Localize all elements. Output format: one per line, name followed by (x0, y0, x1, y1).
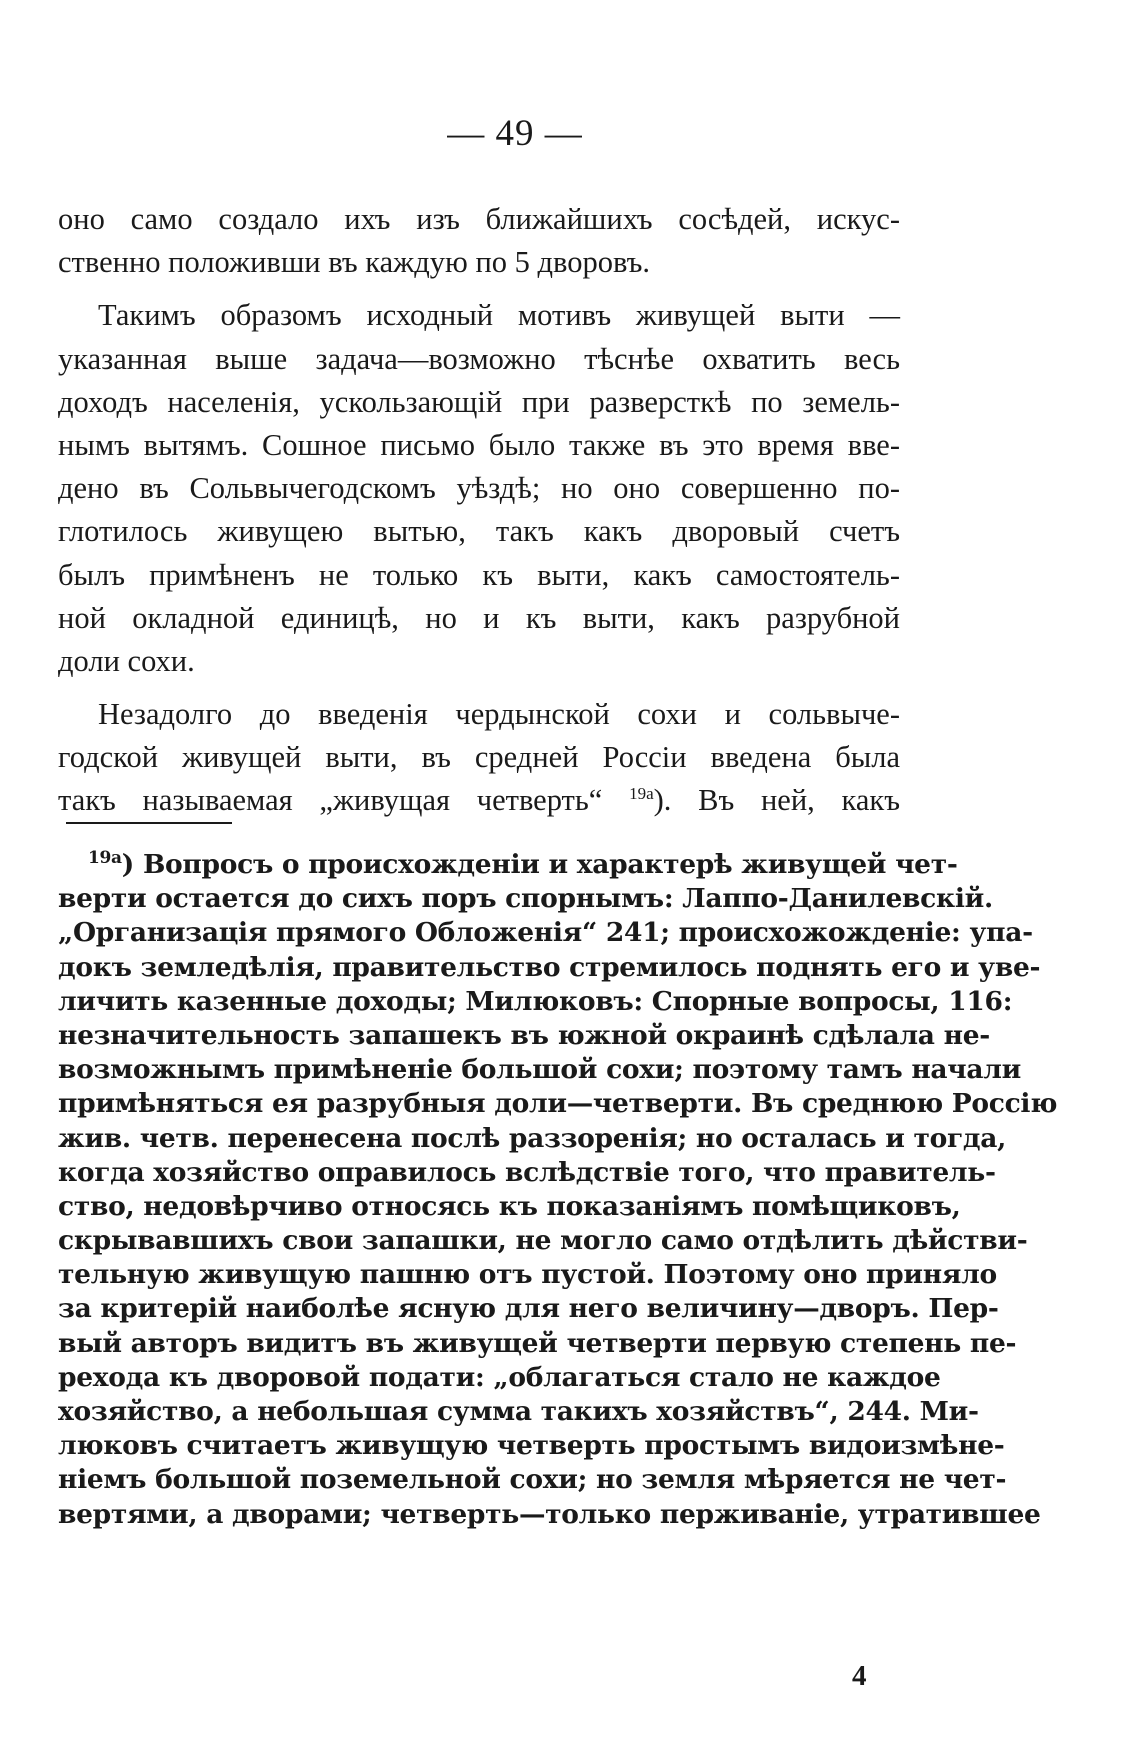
footnote-line: „Организація прямого Обложенія“ 241; происхожожденіе: упа- (58, 917, 1033, 949)
text-line: доли сохи. (58, 643, 195, 678)
text-segment: ). Въ ней, какъ (653, 783, 900, 818)
footnote-line: когда хозяйство оправилось вслѣдствіе того, что правитель- (58, 1156, 996, 1188)
paragraph-2 (58, 294, 900, 683)
text-line: былъ примѣненъ не только къ выти, какъ самостоятель- (58, 557, 900, 592)
text-line: нымъ вытямъ. Сошное письмо было также въ это время вве- (58, 427, 900, 462)
footnote-line: хозяйство, а небольшая сумма такихъ хозяйствъ“, 244. Ми- (58, 1396, 979, 1427)
footnote-line: за критерій наиболѣе ясную для него величину—дворъ. Пер- (58, 1293, 999, 1325)
paragraph-1 (58, 198, 900, 284)
main-text (58, 198, 900, 833)
footnote-line: ство, недовѣрчиво относясь къ показаніямъ помѣщиковъ, (58, 1190, 961, 1222)
text-line: доходъ населенія, ускользающій при разверсткѣ по земель- (58, 384, 900, 419)
text-segment: ) Вопросъ о происхожденіи и характерѣ живущей чет- (121, 849, 958, 880)
footnote-mark: 19а (88, 848, 122, 869)
footnote-line: вертями, а дворами; четверть—только перживаніе, утратившее (58, 1498, 1041, 1530)
paragraph-3 (58, 693, 900, 823)
footnote-line: рехода къ дворовой подати: „облагаться стало не каждое (58, 1361, 941, 1393)
footnote-line: верти остается до сихъ поръ спорнымъ: Лаппо-Данилевскій. (58, 883, 993, 915)
footnote-line: жив. четв. перенесена послѣ раззоренія; но осталась и тогда, (58, 1122, 1007, 1154)
text-line: ной окладной единицѣ, но и къ выти, какъ разрубной (58, 600, 900, 635)
footnote-line: личить казенные доходы; Милюковъ: Спорные вопросы, 116: (58, 985, 1013, 1017)
text-line: Такимъ образомъ исходный мотивъ живущей выти — (98, 298, 900, 333)
text-line: годской живущей выти, въ средней Россіи введена была (58, 740, 900, 775)
text-line: Незадолго до введенія чердынской сохи и сольвыче- (98, 697, 900, 732)
footnote (58, 848, 1058, 1532)
footnote-divider (66, 822, 232, 824)
footnote-line: докъ земледѣлія, правительство стремилось поднять его и уве- (58, 951, 1041, 983)
footnote-line: вый авторъ видитъ въ живущей четверти первую степень пе- (58, 1327, 1017, 1359)
footnote-line: примѣняться ея разрубныя доли—четверти. Въ среднюю Россію (58, 1088, 1058, 1120)
footnote-line: скрывавшихъ свои запашки, не могло само отдѣлить дѣйстви- (58, 1225, 1028, 1257)
footnote-line: незначительность запашекъ въ южной окраинѣ сдѣлала не- (58, 1019, 990, 1051)
footnote-line (58, 848, 958, 882)
text-line: оно само создало ихъ изъ ближайшихъ сосѣдей, искус- (58, 202, 900, 236)
page-number-header: — 49 — (447, 113, 583, 154)
signature-mark: 4 (852, 1660, 867, 1692)
footnote-line: тельную живущую пашню отъ пустой. Поэтому оно приняло (58, 1259, 997, 1291)
text-line: ственно положивши въ каждую по 5 дворовъ. (58, 245, 651, 280)
footnote-line: возможнымъ примѣненіе большой сохи; поэтому тамъ начали (58, 1054, 1022, 1086)
text-segment: такъ называемая „живущая четверть“ (58, 783, 630, 818)
text-line (58, 779, 900, 822)
text-line: глотилось живущею вытью, такъ какъ дворовый счетъ (58, 514, 900, 549)
footnote-reference: 19а (629, 784, 654, 804)
text-line: дено въ Сольвычегодскомъ уѣздѣ; но оно совершенно по- (58, 471, 900, 506)
footnote-line: люковъ считаетъ живущую четверть простымъ видоизмѣне- (58, 1430, 1005, 1462)
text-line: указанная выше задача—возможно тѣснѣе охватить весь (58, 341, 900, 376)
footnote-line: ніемъ большой поземельной сохи; но земля мѣряется не чет- (58, 1464, 1007, 1496)
